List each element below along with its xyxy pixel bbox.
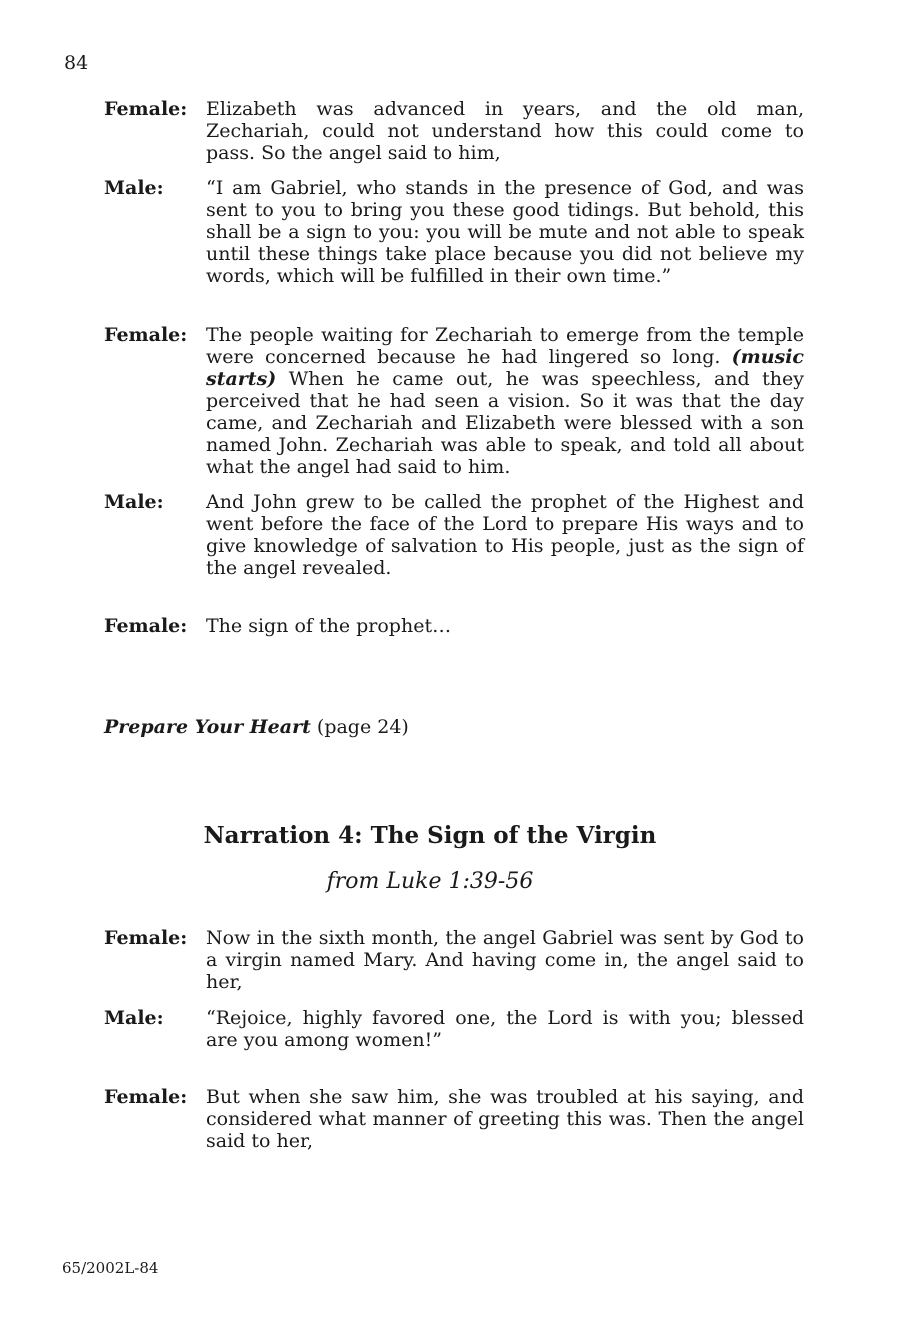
section-title: Narration 4: The Sign of the Virgin [203, 822, 657, 849]
speaker-label: Female: [104, 1086, 188, 1108]
dialogue-text: “I am Gabriel, who stands in the presence of God, and was sent to you to bring you these good tidings. But behold, this shall be a sign to you: you will be mute and not able to speak until these things take place because you did not believe my words, which will be fulfilled in their own time.” [206, 177, 804, 287]
speaker-label: Female: [104, 98, 188, 120]
speaker-label: Male: [104, 1007, 164, 1029]
dialogue-block [104, 615, 804, 637]
dialogue-text: Elizabeth was advanced in years, and the old man, Zechariah, could not understand how this could come to pass. So the angel said to him, [206, 98, 804, 164]
dialogue-block [104, 177, 804, 287]
dialogue-block [104, 491, 804, 579]
speaker-label: Female: [104, 615, 188, 637]
song-reference [104, 716, 409, 738]
speaker-label: Male: [104, 177, 164, 199]
dialogue-text: Now in the sixth month, the angel Gabriel was sent by God to a virgin named Mary. And having come in, the angel said to her, [206, 927, 804, 993]
dialogue-block [104, 927, 804, 993]
dialogue-text-end: When he came out, he was speechless, and they perceived that he had seen a vision. So it was that the day came, and Zechariah and Elizabeth were blessed with a son named John. Zechariah was able to speak, and told all about what the angel had said to him. [206, 368, 804, 478]
dialogue-text: And John grew to be called the prophet of the Highest and went before the face of the Lord to prepare His ways and to give knowledge of salvation to His people, just as the sign of the angel revealed. [206, 491, 804, 579]
section-subtitle: from Luke 1:39-56 [326, 869, 534, 894]
dialogue-text [206, 324, 804, 478]
dialogue-text: But when she saw him, she was troubled at his saying, and considered what manner of greeting this was. Then the angel said to her, [206, 1086, 804, 1152]
page-number: 84 [64, 52, 89, 74]
footer-code: 65/2002L-84 [62, 1259, 159, 1277]
dialogue-block [104, 98, 804, 164]
song-title: Prepare Your Heart [104, 716, 311, 738]
dialogue-text: “Rejoice, highly favored one, the Lord is with you; blessed are you among women!” [206, 1007, 804, 1051]
dialogue-text: The sign of the prophet… [206, 615, 452, 637]
song-page: (page 24) [316, 716, 409, 738]
speaker-label: Male: [104, 491, 164, 513]
dialogue-block [104, 1086, 804, 1152]
speaker-label: Female: [104, 927, 188, 949]
dialogue-block [104, 1007, 804, 1051]
dialogue-block [104, 324, 804, 478]
speaker-label: Female: [104, 324, 188, 346]
music-cue: (music starts) [206, 346, 804, 390]
dialogue-text-start: The people waiting for Zechariah to emerge from the temple were concerned because he had lingered so long. [206, 324, 804, 368]
